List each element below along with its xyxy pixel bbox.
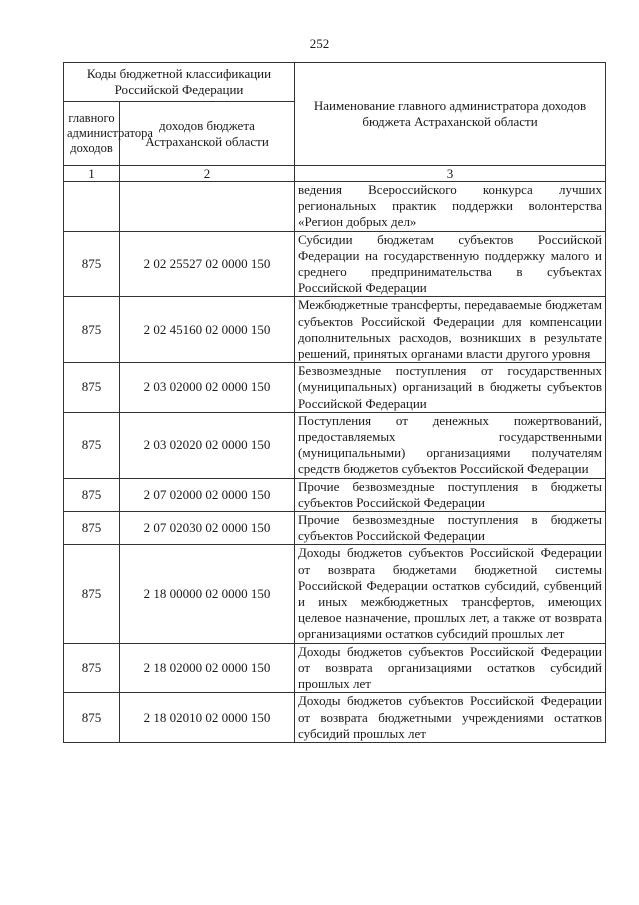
table-row <box>64 297 606 363</box>
admin-code-cell: 875 <box>64 693 120 743</box>
table-row <box>64 478 606 511</box>
admin-code-cell: 875 <box>64 512 120 545</box>
income-code-cell <box>120 182 295 232</box>
table-row <box>64 512 606 545</box>
income-name-cell: Поступления от денежных пожертвований, предоставляемых государственными (муниципальными) организациями получателям средств бюджетов субъектов Российской Федерации <box>295 412 606 478</box>
admin-code-cell: 875 <box>64 478 120 511</box>
income-code-cell: 2 02 45160 02 0000 150 <box>120 297 295 363</box>
column-number: 3 <box>295 166 606 182</box>
budget-classification-table <box>63 62 606 743</box>
column-number: 1 <box>64 166 120 182</box>
admin-code-cell: 875 <box>64 643 120 693</box>
income-code-cell: 2 03 02000 02 0000 150 <box>120 363 295 413</box>
income-name-cell: Доходы бюджетов субъектов Российской Федерации от возврата бюджетными учреждениями остатков субсидий прошлых лет <box>295 693 606 743</box>
income-code-cell: 2 18 02000 02 0000 150 <box>120 643 295 693</box>
page-number: 252 <box>309 36 330 51</box>
header-admin-name: Наименование главного администратора доходов бюджета Астраханской области <box>295 63 606 166</box>
header-group-title: Коды бюджетной классификации Российской Федерации <box>64 63 295 102</box>
admin-code-cell <box>64 182 120 232</box>
income-name-cell: Межбюджетные трансферты, передаваемые бюджетам субъектов Российской Федерации для компенсации дополнительных расходов, возникших в результате решений, принятых органами власти другого уровня <box>295 297 606 363</box>
header-admin-code: главного администратора доходов <box>64 102 120 166</box>
admin-code-cell: 875 <box>64 363 120 413</box>
admin-code-cell: 875 <box>64 231 120 297</box>
table-row <box>64 693 606 743</box>
income-name-cell: ведения Всероссийского конкурса лучших региональных практик поддержки волонтерства «Регион добрых дел» <box>295 182 606 232</box>
column-number: 2 <box>120 166 295 182</box>
admin-code-cell: 875 <box>64 297 120 363</box>
income-name-cell: Доходы бюджетов субъектов Российской Федерации от возврата бюджетами бюджетной системы Российской Федерации остатков субсидий, субвенций и иных межбюджетных трансфертов, имеющих целевое назначение, прошлых лет, а также от возврата организациями остатков субсидий прошлых лет <box>295 545 606 643</box>
header-income-code: доходов бюджета Астраханской области <box>120 102 295 166</box>
income-code-cell: 2 02 25527 02 0000 150 <box>120 231 295 297</box>
income-code-cell: 2 03 02020 02 0000 150 <box>120 412 295 478</box>
table-row <box>64 412 606 478</box>
table-row <box>64 182 606 232</box>
income-code-cell: 2 18 02010 02 0000 150 <box>120 693 295 743</box>
income-name-cell: Безвозмездные поступления от государственных (муниципальных) организаций в бюджеты субъектов Российской Федерации <box>295 363 606 413</box>
income-name-cell: Прочие безвозмездные поступления в бюджеты субъектов Российской Федерации <box>295 478 606 511</box>
table-row <box>64 231 606 297</box>
admin-code-cell: 875 <box>64 412 120 478</box>
income-code-cell: 2 18 00000 02 0000 150 <box>120 545 295 643</box>
income-code-cell: 2 07 02000 02 0000 150 <box>120 478 295 511</box>
admin-code-cell: 875 <box>64 545 120 643</box>
income-name-cell: Субсидии бюджетам субъектов Российской Федерации на государственную поддержку малого и среднего предпринимательства в субъектах Российской Федерации <box>295 231 606 297</box>
column-numbers-row <box>64 166 606 182</box>
income-code-cell: 2 07 02030 02 0000 150 <box>120 512 295 545</box>
table-row <box>64 643 606 693</box>
income-name-cell: Доходы бюджетов субъектов Российской Федерации от возврата организациями остатков субсидий прошлых лет <box>295 643 606 693</box>
table-row <box>64 545 606 643</box>
table-row <box>64 363 606 413</box>
income-name-cell: Прочие безвозмездные поступления в бюджеты субъектов Российской Федерации <box>295 512 606 545</box>
